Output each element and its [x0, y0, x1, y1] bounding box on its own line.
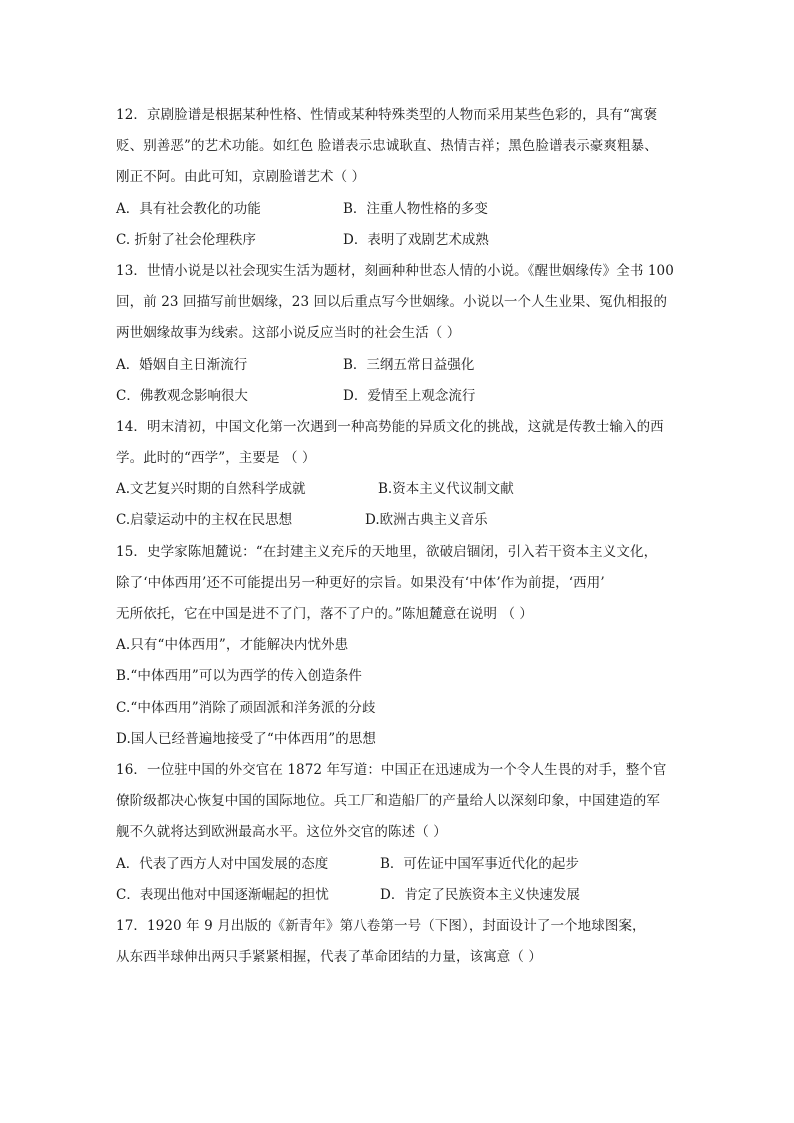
exam-questions	[116, 100, 688, 973]
question-15-line-3: 无所依托，它在中国是进不了门，落不了户的。”陈旭麓意在说明 （ ）	[116, 606, 534, 622]
question-16-line-3: 舰不久就将达到欧洲最高水平。这位外交官的陈述（ ）	[116, 824, 447, 841]
question-12-line-3: 刚正不阿。由此可知，京剧脸谱艺术（ ）	[116, 169, 366, 186]
question-13	[116, 256, 688, 412]
question-13-option-b[interactable]: B．三纲五常日益强化	[343, 356, 475, 373]
question-14-options-row-2	[116, 505, 688, 536]
question-14	[116, 412, 688, 537]
question-12-option-a[interactable]: A．具有社会教化的功能	[116, 200, 261, 217]
question-15	[116, 537, 688, 755]
question-12-options-row-1	[116, 194, 688, 225]
question-16-option-d[interactable]: D．肯定了民族资本主义快速发展	[380, 886, 580, 903]
question-14-option-c[interactable]: C.启蒙运动中的主权在民思想	[116, 512, 293, 529]
question-15-line-1: 15．史学家陈旭麓说：“在封建主义充斥的天地里，欲破启锢闭，引入若干资本主义文化，	[116, 543, 658, 560]
question-14-line-2: 学。此时的“西学”，主要是 （ ）	[116, 450, 316, 467]
question-17-line-1: 17．1920 年 9 月出版的《新青年》第八卷第一号（下图），封面设计了一个地球图案，	[116, 917, 646, 934]
question-13-line-1: 13．世情小说是以社会现实生活为题材，刻画种种世态人情的小说。《醒世姻缘传》全书 100	[116, 262, 674, 279]
question-16-option-a[interactable]: A．代表了西方人对中国发展的态度	[116, 855, 329, 872]
question-12	[116, 100, 688, 256]
question-12-options-row-2	[116, 225, 688, 256]
question-15-option-c[interactable]: C.“中体西用”消除了顽固派和洋务派的分歧	[116, 699, 376, 716]
question-14-option-b[interactable]: B.资本主义代议制文献	[378, 481, 514, 498]
question-16	[116, 755, 688, 911]
question-13-option-d[interactable]: D．爱情至上观念流行	[343, 387, 476, 404]
question-17	[116, 911, 688, 973]
question-15-option-d[interactable]: D.国人已经普遍地接受了“中体西用”的思想	[116, 730, 377, 747]
question-12-option-c[interactable]: C. 折射了社会伦理秩序	[116, 231, 256, 248]
question-15-option-a[interactable]: A.只有“中体西用”，才能解决内忧外患	[116, 637, 349, 654]
question-14-option-a[interactable]: A.文艺复兴时期的自然科学成就	[116, 481, 306, 498]
question-15-option-b[interactable]: B.“中体西用”可以为西学的传入创造条件	[116, 668, 363, 685]
question-16-option-c[interactable]: C．表现出他对中国逐渐崛起的担忧	[116, 886, 329, 903]
question-16-option-b[interactable]: B．可佐证中国军事近代化的起步	[380, 855, 579, 872]
question-14-option-d[interactable]: D.欧洲古典主义音乐	[365, 512, 488, 529]
question-13-line-2: 回，前 23 回描写前世姻缘，23 回以后重点写今世姻缘。小说以一个人生业果、冤仇相报的	[116, 294, 668, 311]
question-14-options-row-1	[116, 474, 688, 505]
question-13-option-a[interactable]: A．婚姻自主日渐流行	[116, 356, 248, 373]
question-16-options-row-2	[116, 880, 688, 911]
question-17-line-2: 从东西半球伸出两只手紧紧相握，代表了革命团结的力量，该寓意（ ）	[116, 949, 542, 966]
question-12-line-1: 12．京剧脸谱是根据某种性格、性情或某种特殊类型的人物而采用某些色彩的，具有“寓褒	[116, 107, 658, 123]
question-13-line-3: 两世姻缘故事为线索。这部小说反应当时的社会生活（ ）	[116, 325, 461, 342]
question-14-line-1: 14．明末清初，中国文化第一次遇到一种高势能的异质文化的挑战，这就是传教士输入的西	[116, 418, 664, 435]
question-13-option-c[interactable]: C．佛教观念影响很大	[116, 387, 248, 404]
question-16-options-row-1	[116, 849, 688, 880]
question-12-option-b[interactable]: B．注重人物性格的多变	[343, 200, 488, 217]
question-13-options-row-1	[116, 350, 688, 381]
question-16-line-2: 僚阶级都决心恢复中国的国际地位。兵工厂和造船厂的产量给人以深刻印象，中国建造的军	[116, 793, 660, 810]
question-16-line-1: 16．一位驻中国的外交官在 1872 年写道：中国正在迅速成为一个令人生畏的对手，整个官	[116, 761, 667, 778]
question-12-line-2: 贬、别善恶”的艺术功能。如红色 脸谱表示忠诚耿直、热情吉祥；黑色脸谱表示豪爽粗暴、	[116, 138, 658, 155]
question-12-option-d[interactable]: D．表明了戏剧艺术成熟	[343, 231, 489, 248]
question-15-line-2: 除了‘中体西用’还不可能提出另一种更好的宗旨。如果没有‘中体’作为前提，‘西用’	[116, 574, 605, 591]
question-13-options-row-2	[116, 381, 688, 412]
